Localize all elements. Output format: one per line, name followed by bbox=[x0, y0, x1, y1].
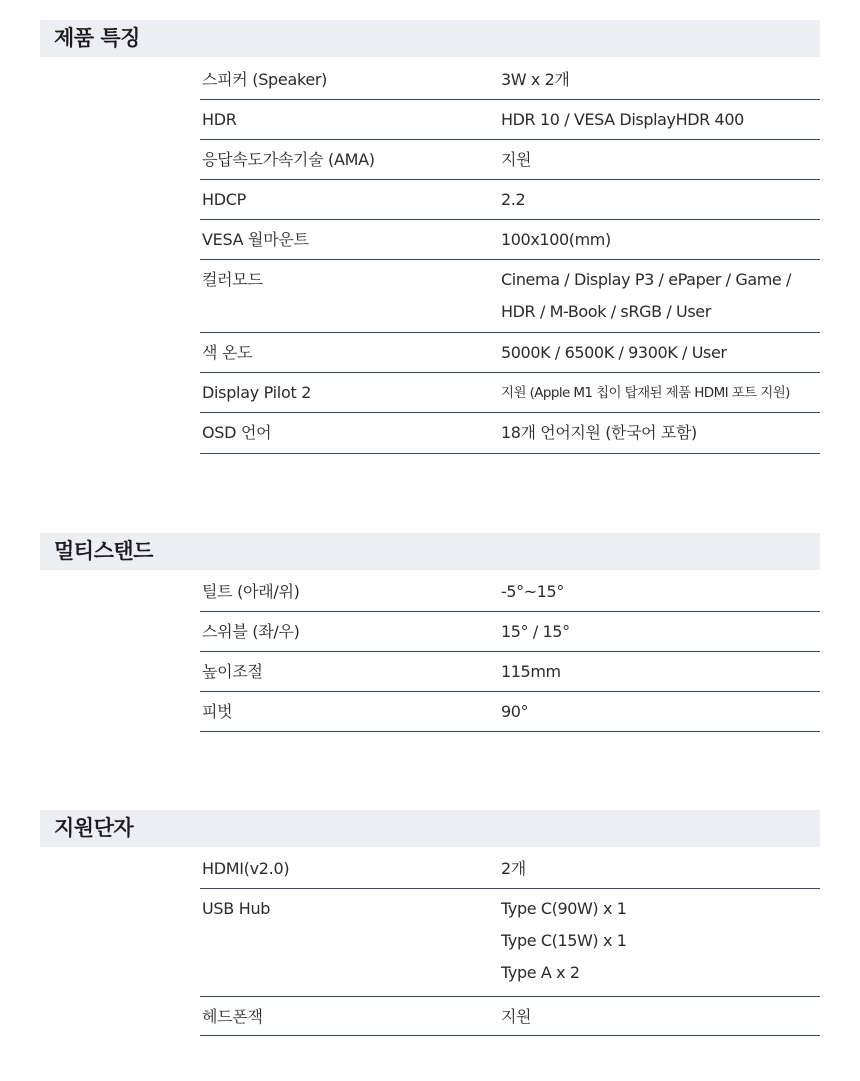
spec-row bbox=[200, 692, 820, 732]
spec-value: -5°~15° bbox=[501, 582, 564, 601]
spec-label: 스위블 (좌/우) bbox=[202, 622, 300, 641]
spec-value: 18개 언어지원 (한국어 포함) bbox=[501, 423, 697, 442]
spec-value: 5000K / 6500K / 9300K / User bbox=[501, 343, 727, 362]
section-title: 지원단자 bbox=[54, 816, 134, 840]
spec-label: 헤드폰잭 bbox=[202, 1007, 263, 1026]
section-title: 멀티스탠드 bbox=[54, 539, 153, 563]
spec-row bbox=[200, 100, 820, 140]
spec-row bbox=[200, 612, 820, 652]
spec-value: 3W x 2개 bbox=[501, 70, 570, 89]
section-header bbox=[40, 810, 820, 847]
spec-value: 지원 bbox=[501, 1007, 532, 1026]
spec-label: HDMI(v2.0) bbox=[202, 859, 290, 878]
spec-label: 피벗 bbox=[202, 702, 233, 721]
spec-value: 2.2 bbox=[501, 190, 526, 209]
spec-label: OSD 언어 bbox=[202, 423, 272, 442]
spec-label: Display Pilot 2 bbox=[202, 383, 312, 402]
spec-label: 틸트 (아래/위) bbox=[202, 582, 300, 601]
spec-label: 응답속도가속기술 (AMA) bbox=[202, 150, 375, 169]
section-header bbox=[40, 20, 820, 57]
spec-row bbox=[200, 260, 820, 333]
spec-value: 지원 (Apple M1 칩이 탑재된 제품 HDMI 포트 지원) bbox=[501, 385, 790, 401]
spec-label: VESA 월마운트 bbox=[202, 230, 309, 249]
spec-label: 컬러모드 bbox=[202, 270, 263, 289]
spec-row bbox=[200, 413, 820, 454]
spec-row bbox=[200, 849, 820, 889]
spec-row bbox=[200, 997, 820, 1036]
spec-value: HDR 10 / VESA DisplayHDR 400 bbox=[501, 110, 744, 129]
spec-label: 높이조절 bbox=[202, 662, 263, 681]
spec-value: 115mm bbox=[501, 662, 561, 681]
spec-row bbox=[200, 652, 820, 692]
spec-row bbox=[200, 180, 820, 220]
spec-label: 스피커 (Speaker) bbox=[202, 70, 328, 89]
spec-value: 지원 bbox=[501, 150, 532, 169]
spec-value: 15° / 15° bbox=[501, 622, 570, 641]
spec-row bbox=[200, 889, 820, 997]
spec-row bbox=[200, 333, 820, 373]
spec-value: 2개 bbox=[501, 859, 526, 878]
spec-label: USB Hub bbox=[202, 899, 271, 918]
spec-table bbox=[200, 60, 820, 454]
spec-label: 색 온도 bbox=[202, 343, 253, 362]
section-header bbox=[40, 533, 820, 570]
section-title: 제품 특징 bbox=[54, 26, 140, 50]
spec-table bbox=[200, 849, 820, 1036]
spec-row bbox=[200, 572, 820, 612]
spec-value: 90° bbox=[501, 702, 529, 721]
spec-label: HDCP bbox=[202, 190, 246, 209]
spec-table bbox=[200, 572, 820, 732]
spec-value: Type C(90W) x 1 Type C(15W) x 1 Type A x 2 bbox=[501, 899, 627, 982]
spec-value: 100x100(mm) bbox=[501, 230, 611, 249]
spec-value: Cinema / Display P3 / ePaper / Game / HDR / M-Book / sRGB / User bbox=[501, 270, 792, 321]
spec-label: HDR bbox=[202, 110, 237, 129]
spec-row bbox=[200, 60, 820, 100]
spec-row bbox=[200, 373, 820, 413]
spec-row bbox=[200, 140, 820, 180]
spec-row bbox=[200, 220, 820, 260]
